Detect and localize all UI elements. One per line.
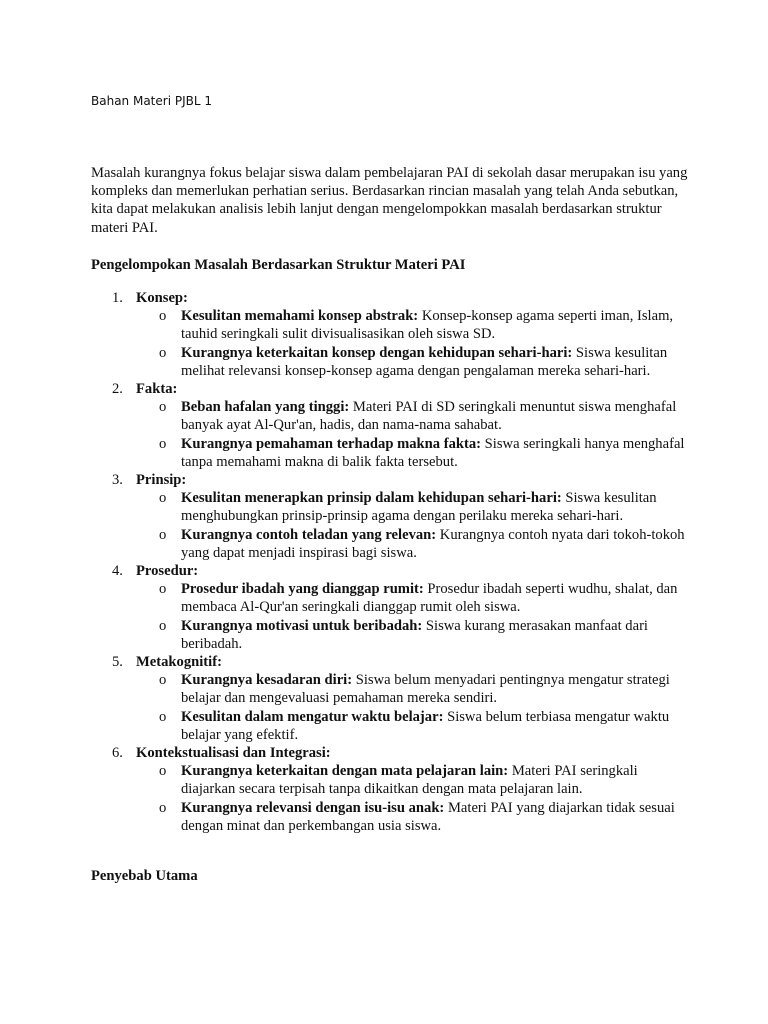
- list-number: 5.: [112, 654, 123, 671]
- sub-list: [136, 762, 691, 835]
- list-number: 1.: [112, 290, 123, 306]
- section-heading-2: Penyebab Utama: [91, 868, 198, 884]
- sub-list-item: [136, 489, 691, 525]
- bullet-marker: o: [159, 526, 167, 543]
- sub-list: [136, 580, 691, 653]
- item-description: Siswa kesulitan menghubungkan prinsip-prinsip agama dengan perilaku mereka sehari-hari.: [181, 490, 657, 525]
- sub-list-item: [136, 344, 691, 380]
- sub-list-item: [136, 617, 691, 653]
- bullet-marker: o: [159, 672, 167, 689]
- section-heading: Pengelompokan Masalah Berdasarkan Struktur Materi PAI: [91, 257, 466, 273]
- category-title: Konsep:: [136, 290, 188, 306]
- item-description: Siswa kurang merasakan manfaat dari beribadah.: [181, 617, 648, 652]
- category-title: Kontekstualisasi dan Integrasi:: [136, 745, 331, 762]
- category-item: [91, 562, 691, 653]
- bullet-marker: o: [159, 490, 167, 507]
- item-description: Siswa seringkali hanya menghafal tanpa memahami makna di balik fakta tersebut.: [181, 435, 685, 470]
- item-description: Materi PAI seringkali diajarkan secara terpisah tanpa dikaitkan dengan mata pelajaran lain.: [181, 763, 638, 798]
- item-term: Beban hafalan yang tinggi:: [181, 399, 350, 416]
- category-item: [91, 744, 691, 835]
- category-title: Metakognitif:: [136, 654, 222, 671]
- item-description: Kurangnya contoh nyata dari tokoh-tokoh yang dapat menjadi inspirasi bagi siswa.: [181, 526, 685, 561]
- category-title: Fakta:: [136, 381, 178, 398]
- list-number: 2.: [112, 381, 123, 398]
- bullet-marker: o: [159, 581, 167, 598]
- bullet-marker: o: [159, 435, 167, 452]
- item-term: Kurangnya keterkaitan konsep dengan kehidupan sehari-hari:: [181, 344, 573, 361]
- sub-list: [136, 398, 691, 471]
- item-description: Siswa belum terbiasa mengatur waktu belajar yang efektif.: [181, 708, 670, 743]
- bullet-marker: o: [159, 763, 167, 780]
- sub-list-item: [136, 708, 691, 744]
- item-description: Prosedur ibadah seperti wudhu, shalat, dan membaca Al-Qur'an seringkali dianggap rumit oleh siswa.: [181, 581, 678, 616]
- list-number: 3.: [112, 472, 123, 489]
- item-term: Kurangnya kesadaran diri:: [181, 672, 353, 689]
- bullet-marker: o: [159, 799, 167, 816]
- bullet-marker: o: [159, 708, 167, 725]
- bullet-marker: o: [159, 344, 167, 361]
- bullet-marker: o: [159, 308, 167, 325]
- category-item: [91, 471, 691, 562]
- category-item: [91, 380, 691, 471]
- item-description: Materi PAI di SD seringkali menuntut siswa menghafal banyak ayat Al-Qur'an, hadis, dan nama-nama sahabat.: [181, 399, 677, 434]
- sub-list-item: [136, 799, 691, 835]
- item-term: Kurangnya pemahaman terhadap makna fakta:: [181, 435, 482, 452]
- sub-list-item: [136, 435, 691, 471]
- category-list: [91, 289, 691, 835]
- bullet-marker: o: [159, 399, 167, 416]
- sub-list: [136, 307, 691, 380]
- list-number: 4.: [112, 563, 123, 580]
- item-term: Kurangnya keterkaitan dengan mata pelajaran lain:: [181, 763, 509, 780]
- item-term: Kurangnya contoh teladan yang relevan:: [181, 526, 437, 543]
- bullet-marker: o: [159, 617, 167, 634]
- item-description: Siswa belum menyadari pentingnya mengatur strategi belajar dan mengevaluasi pemahaman mereka sendiri.: [181, 672, 670, 707]
- sub-list: [136, 489, 691, 562]
- intro-paragraph: Masalah kurangnya fokus belajar siswa dalam pembelajaran PAI di sekolah dasar merupakan isu yang kompleks dan memerlukan perhatian serius. Berdasarkan rincian masalah yang telah Anda sebutkan, kita dapat melakukan analisis lebih lanjut dengan mengelompokkan masalah berdasarkan struktur materi PAI.: [91, 165, 688, 236]
- item-term: Kurangnya motivasi untuk beribadah:: [181, 617, 423, 634]
- sub-list-item: [136, 671, 691, 707]
- item-term: Prosedur ibadah yang dianggap rumit:: [181, 581, 424, 598]
- sub-list-item: [136, 307, 691, 343]
- list-number: 6.: [112, 745, 123, 762]
- category-item: [91, 653, 691, 744]
- sub-list-item: [136, 580, 691, 616]
- item-term: Kesulitan dalam mengatur waktu belajar:: [181, 708, 444, 725]
- item-term: Kesulitan memahami konsep abstrak:: [181, 308, 419, 325]
- sub-list-item: [136, 762, 691, 798]
- sub-list: [136, 671, 691, 744]
- item-description: Siswa kesulitan melihat relevansi konsep-konsep agama dengan pengalaman mereka sehari-hari.: [181, 344, 668, 379]
- document-header: Bahan Materi PJBL 1: [91, 94, 212, 108]
- sub-list-item: [136, 526, 691, 562]
- category-title: Prinsip:: [136, 472, 187, 489]
- category-title: Prosedur:: [136, 563, 199, 580]
- category-item: [91, 289, 691, 380]
- sub-list-item: [136, 398, 691, 434]
- item-description: Konsep-konsep agama seperti iman, Islam, tauhid seringkali sulit divisualisasikan oleh siswa SD.: [181, 308, 674, 343]
- item-description: Materi PAI yang diajarkan tidak sesuai dengan minat dan perkembangan usia siswa.: [181, 799, 675, 834]
- item-term: Kurangnya relevansi dengan isu-isu anak:: [181, 799, 445, 816]
- item-term: Kesulitan menerapkan prinsip dalam kehidupan sehari-hari:: [181, 490, 562, 507]
